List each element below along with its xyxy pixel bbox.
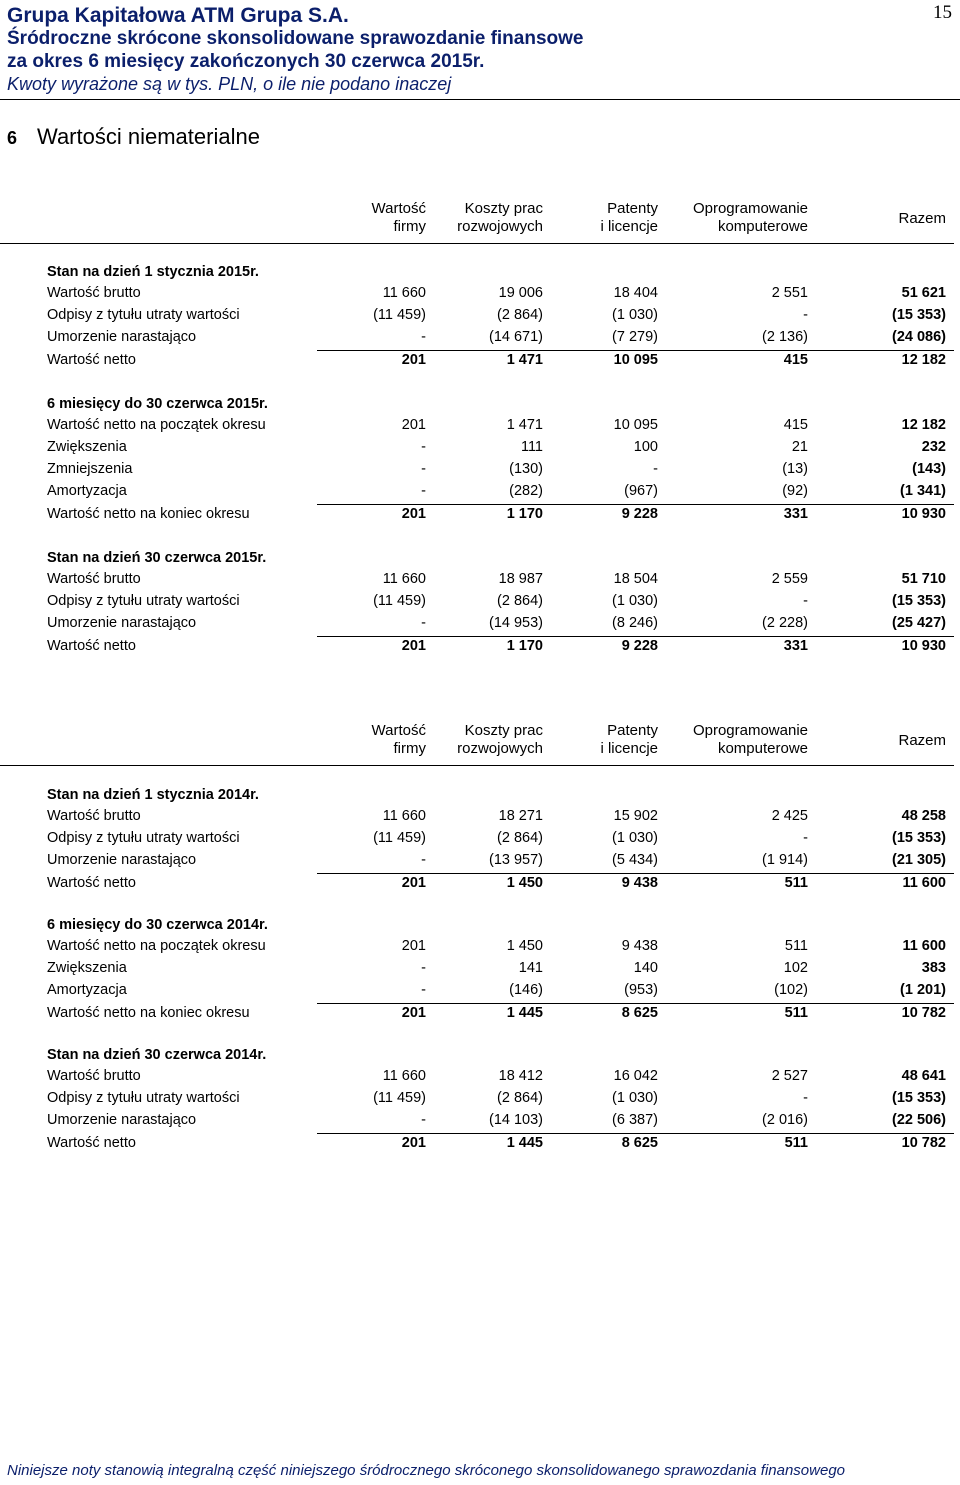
cell-value: (22 506) [891,1112,946,1128]
cell-value: 201 [401,638,426,654]
table-2014 [47,722,954,1151]
section-subtitle: Stan na dzień 30 czerwca 2015r. [47,550,267,566]
row-label: Wartość brutto [47,285,141,301]
row-label: Umorzenie narastająco [47,852,197,868]
table-row [47,414,954,436]
cell-value: (11 459) [373,593,426,609]
cell-value: 18 271 [498,808,543,824]
table-row [47,503,954,525]
cell-value: 1 471 [506,417,543,433]
section-name: Wartości niematerialne [37,124,260,149]
cell-value: 18 987 [498,571,543,587]
cell-value: 511 [784,1005,808,1021]
cell-value: - [803,830,808,846]
table-row [47,304,954,326]
cell-value: 1 450 [506,938,543,954]
column-header-line: Oprogramowanie [692,200,808,217]
row-label: Wartość brutto [47,1068,141,1084]
cell-value: 18 412 [498,1068,543,1084]
cell-value: (11 459) [373,307,426,323]
table-2015 [47,200,954,654]
column-header-line: Oprogramowanie [692,722,808,739]
column-header-cell [898,732,946,750]
cell-value: - [421,982,426,998]
cell-value: (282) [509,483,543,499]
table-row [47,805,954,827]
table-row [47,1065,954,1087]
column-header-cell [600,200,658,236]
column-header-line: firmy [393,740,426,757]
row-label: Wartość brutto [47,808,141,824]
cell-value: (7 279) [612,329,658,345]
table-row [47,326,954,348]
page-header [7,4,953,96]
section-subtitle: Stan na dzień 1 stycznia 2015r. [47,264,259,280]
column-header-cell [898,210,946,228]
cell-value: 331 [783,638,808,654]
row-label: Wartość netto na koniec okresu [47,506,250,522]
cell-value: (25 427) [891,615,946,631]
cell-value: (967) [624,483,658,499]
table-row [47,282,954,304]
cell-value: 11 660 [382,285,426,301]
cell-value: 12 182 [901,352,946,368]
cell-value: 16 042 [613,1068,658,1084]
cell-value: (15 353) [891,307,946,323]
table-row [47,635,954,657]
cell-value: (11 459) [373,1090,426,1106]
table-row [47,436,954,458]
cell-value: (15 353) [891,593,946,609]
cell-value: - [421,1112,426,1128]
cell-value: 18 504 [613,571,658,587]
page-number: 15 [933,2,952,23]
column-header-line: Koszty prac [464,200,543,217]
cell-value: 232 [921,439,946,455]
column-header-cell [600,722,658,758]
table-row [47,1132,954,1154]
report-period: za okres 6 miesięcy zakończonych 30 czerwca 2015r. [7,51,485,72]
cell-value: 10 782 [901,1005,946,1021]
cell-value: (2 864) [497,593,543,609]
section-title [7,124,260,150]
column-header-cell [457,722,543,758]
table-row [47,480,954,502]
cell-value: 10 930 [901,638,946,654]
cell-value: 2 551 [771,285,808,301]
cell-value: 1 445 [506,1005,543,1021]
cell-value: 511 [784,938,808,954]
cell-value: 383 [921,960,946,976]
cell-value: 111 [520,439,543,455]
cell-value: (11 459) [373,830,426,846]
cell-value: 415 [783,352,808,368]
column-header-line: Razem [898,732,946,749]
cell-value: 140 [633,960,658,976]
cell-value: 15 902 [613,808,658,824]
row-label: Umorzenie narastająco [47,329,197,345]
cell-value: 12 182 [901,417,946,433]
column-header-line: Patenty [607,200,658,217]
column-header-cell [693,200,808,236]
header-rule [0,243,954,244]
table-row [47,957,954,979]
row-label: Odpisy z tytułu utraty wartości [47,830,240,846]
cell-value: (21 305) [891,852,946,868]
cell-value: 11 660 [382,808,426,824]
cell-value: (1 030) [612,830,658,846]
cell-value: - [803,1090,808,1106]
table-row [47,612,954,634]
cell-value: 9 438 [621,875,658,891]
cell-value: (1 030) [612,593,658,609]
table-row [47,935,954,957]
cell-value: - [421,461,426,477]
cell-value: 10 930 [901,506,946,522]
cell-value: (130) [509,461,543,477]
cell-value: (8 246) [612,615,658,631]
cell-value: (143) [912,461,946,477]
cell-value: 1 170 [506,506,543,522]
cell-value: (1 914) [762,852,808,868]
cell-value: (6 387) [612,1112,658,1128]
cell-value: 2 425 [771,808,808,824]
column-header-line: Wartość [371,722,426,739]
cell-value: (1 201) [900,982,946,998]
row-label: Amortyzacja [47,483,127,499]
cell-value: 201 [401,1135,426,1151]
cell-value: 18 404 [613,285,658,301]
section-subtitle: 6 miesięcy do 30 czerwca 2015r. [47,396,268,412]
cell-value: 19 006 [498,285,543,301]
table-row [47,979,954,1001]
cell-value: 1 471 [506,352,543,368]
column-header-line: Wartość [371,200,426,217]
cell-value: - [803,307,808,323]
footer-note: Niniejsze noty stanowią integralną część niniejszego śródrocznego skróconego skonsolidowanego sprawozdania finansowego [7,1462,846,1479]
column-header-cell [372,200,426,236]
column-header-line: komputerowe [717,740,808,757]
cell-value: (14 671) [488,329,543,345]
cell-value: (2 136) [762,329,808,345]
cell-value: 2 527 [771,1068,808,1084]
cell-value: 8 625 [621,1005,658,1021]
cell-value: - [421,852,426,868]
cell-value: (146) [509,982,543,998]
table-row [47,1109,954,1131]
cell-value: 10 095 [613,352,658,368]
cell-value: (13 957) [488,852,543,868]
header-rule [0,765,954,766]
cell-value: 11 660 [382,571,426,587]
cell-value: (5 434) [612,852,658,868]
row-label: Umorzenie narastająco [47,1112,197,1128]
column-header-line: komputerowe [717,218,808,235]
cell-value: 10 095 [613,417,658,433]
row-label: Umorzenie narastająco [47,615,197,631]
cell-value: 9 438 [621,938,658,954]
cell-value: 1 450 [506,875,543,891]
row-label: Zwiększenia [47,439,127,455]
column-header-line: Razem [898,210,946,227]
cell-value: 9 228 [621,638,658,654]
row-label: Wartość netto [47,638,136,654]
cell-value: (953) [624,982,658,998]
cell-value: 331 [783,506,808,522]
cell-value: (102) [774,982,808,998]
cell-value: 11 660 [382,1068,426,1084]
cell-value: - [421,960,426,976]
cell-value: 1 445 [506,1135,543,1151]
cell-value: - [421,439,426,455]
cell-value: 201 [401,506,426,522]
row-label: Wartość brutto [47,571,141,587]
column-header-cell [693,722,808,758]
column-header-line: Patenty [607,722,658,739]
column-header-line: firmy [393,218,426,235]
cell-value: (14 953) [488,615,543,631]
cell-value: 100 [633,439,658,455]
cell-value: 141 [518,960,543,976]
cell-value: 102 [783,960,808,976]
cell-value: (2 228) [762,615,808,631]
cell-value: (15 353) [891,1090,946,1106]
cell-value: (2 864) [497,307,543,323]
cell-value: 51 621 [901,285,946,301]
cell-value: (14 103) [488,1112,543,1128]
section-subtitle: 6 miesięcy do 30 czerwca 2014r. [47,917,268,933]
cell-value: 511 [784,1135,808,1151]
column-header-line: i licencje [600,218,658,235]
section-number: 6 [7,128,18,148]
cell-value: - [421,483,426,499]
cell-value: 201 [401,875,426,891]
row-label: Wartość netto [47,1135,136,1151]
cell-value: (92) [782,483,808,499]
table-row [47,849,954,871]
column-header-cell [457,200,543,236]
cell-value: 51 710 [901,571,946,587]
row-label: Zmniejszenia [47,461,133,477]
units-note: Kwoty wyrażone są w tys. PLN, o ile nie podano inaczej [7,74,452,94]
cell-value: 21 [791,439,808,455]
column-header [47,200,954,244]
cell-value: (24 086) [891,329,946,345]
column-header-line: rozwojowych [457,740,543,757]
table-row [47,1087,954,1109]
cell-value: 1 170 [506,638,543,654]
column-header-cell [372,722,426,758]
cell-value: 8 625 [621,1135,658,1151]
report-title: Śródroczne skrócone skonsolidowane sprawozdanie finansowe [7,28,584,49]
column-header [47,722,954,766]
cell-value: - [421,615,426,631]
table-row [47,1002,954,1024]
row-label: Wartość netto na koniec okresu [47,1005,250,1021]
row-label: Odpisy z tytułu utraty wartości [47,593,240,609]
table-row [47,827,954,849]
cell-value: - [653,461,658,477]
section-subtitle: Stan na dzień 1 stycznia 2014r. [47,787,259,803]
row-label: Amortyzacja [47,982,127,998]
cell-value: - [803,593,808,609]
cell-value: 201 [401,352,426,368]
cell-value: 201 [401,1005,426,1021]
row-label: Wartość netto na początek okresu [47,938,266,954]
cell-value: 48 258 [901,808,946,824]
cell-value: 9 228 [621,506,658,522]
cell-value: 2 559 [771,571,808,587]
cell-value: 11 600 [902,938,946,954]
header-divider [0,99,960,100]
company-name: Grupa Kapitałowa ATM Grupa S.A. [7,4,349,27]
column-header-line: rozwojowych [457,218,543,235]
row-label: Wartość netto [47,875,136,891]
column-header-line: i licencje [600,740,658,757]
cell-value: (1 030) [612,1090,658,1106]
cell-value: (13) [782,461,808,477]
row-label: Odpisy z tytułu utraty wartości [47,1090,240,1106]
cell-value: (2 864) [497,1090,543,1106]
cell-value: (2 864) [497,830,543,846]
table-row [47,458,954,480]
cell-value: (1 341) [900,483,946,499]
cell-value: 48 641 [901,1068,946,1084]
cell-value: 511 [784,875,808,891]
table-row [47,568,954,590]
cell-value: 201 [401,938,426,954]
row-label: Zwiększenia [47,960,127,976]
table-row [47,349,954,371]
cell-value: 11 600 [902,875,946,891]
cell-value: (2 016) [762,1112,808,1128]
cell-value: 201 [401,417,426,433]
table-row [47,590,954,612]
cell-value: (15 353) [891,830,946,846]
cell-value: 10 782 [901,1135,946,1151]
cell-value: (1 030) [612,307,658,323]
row-label: Wartość netto na początek okresu [47,417,266,433]
cell-value: 415 [783,417,808,433]
cell-value: - [421,329,426,345]
row-label: Wartość netto [47,352,136,368]
row-label: Odpisy z tytułu utraty wartości [47,307,240,323]
section-subtitle: Stan na dzień 30 czerwca 2014r. [47,1047,267,1063]
column-header-line: Koszty prac [464,722,543,739]
table-row [47,872,954,894]
